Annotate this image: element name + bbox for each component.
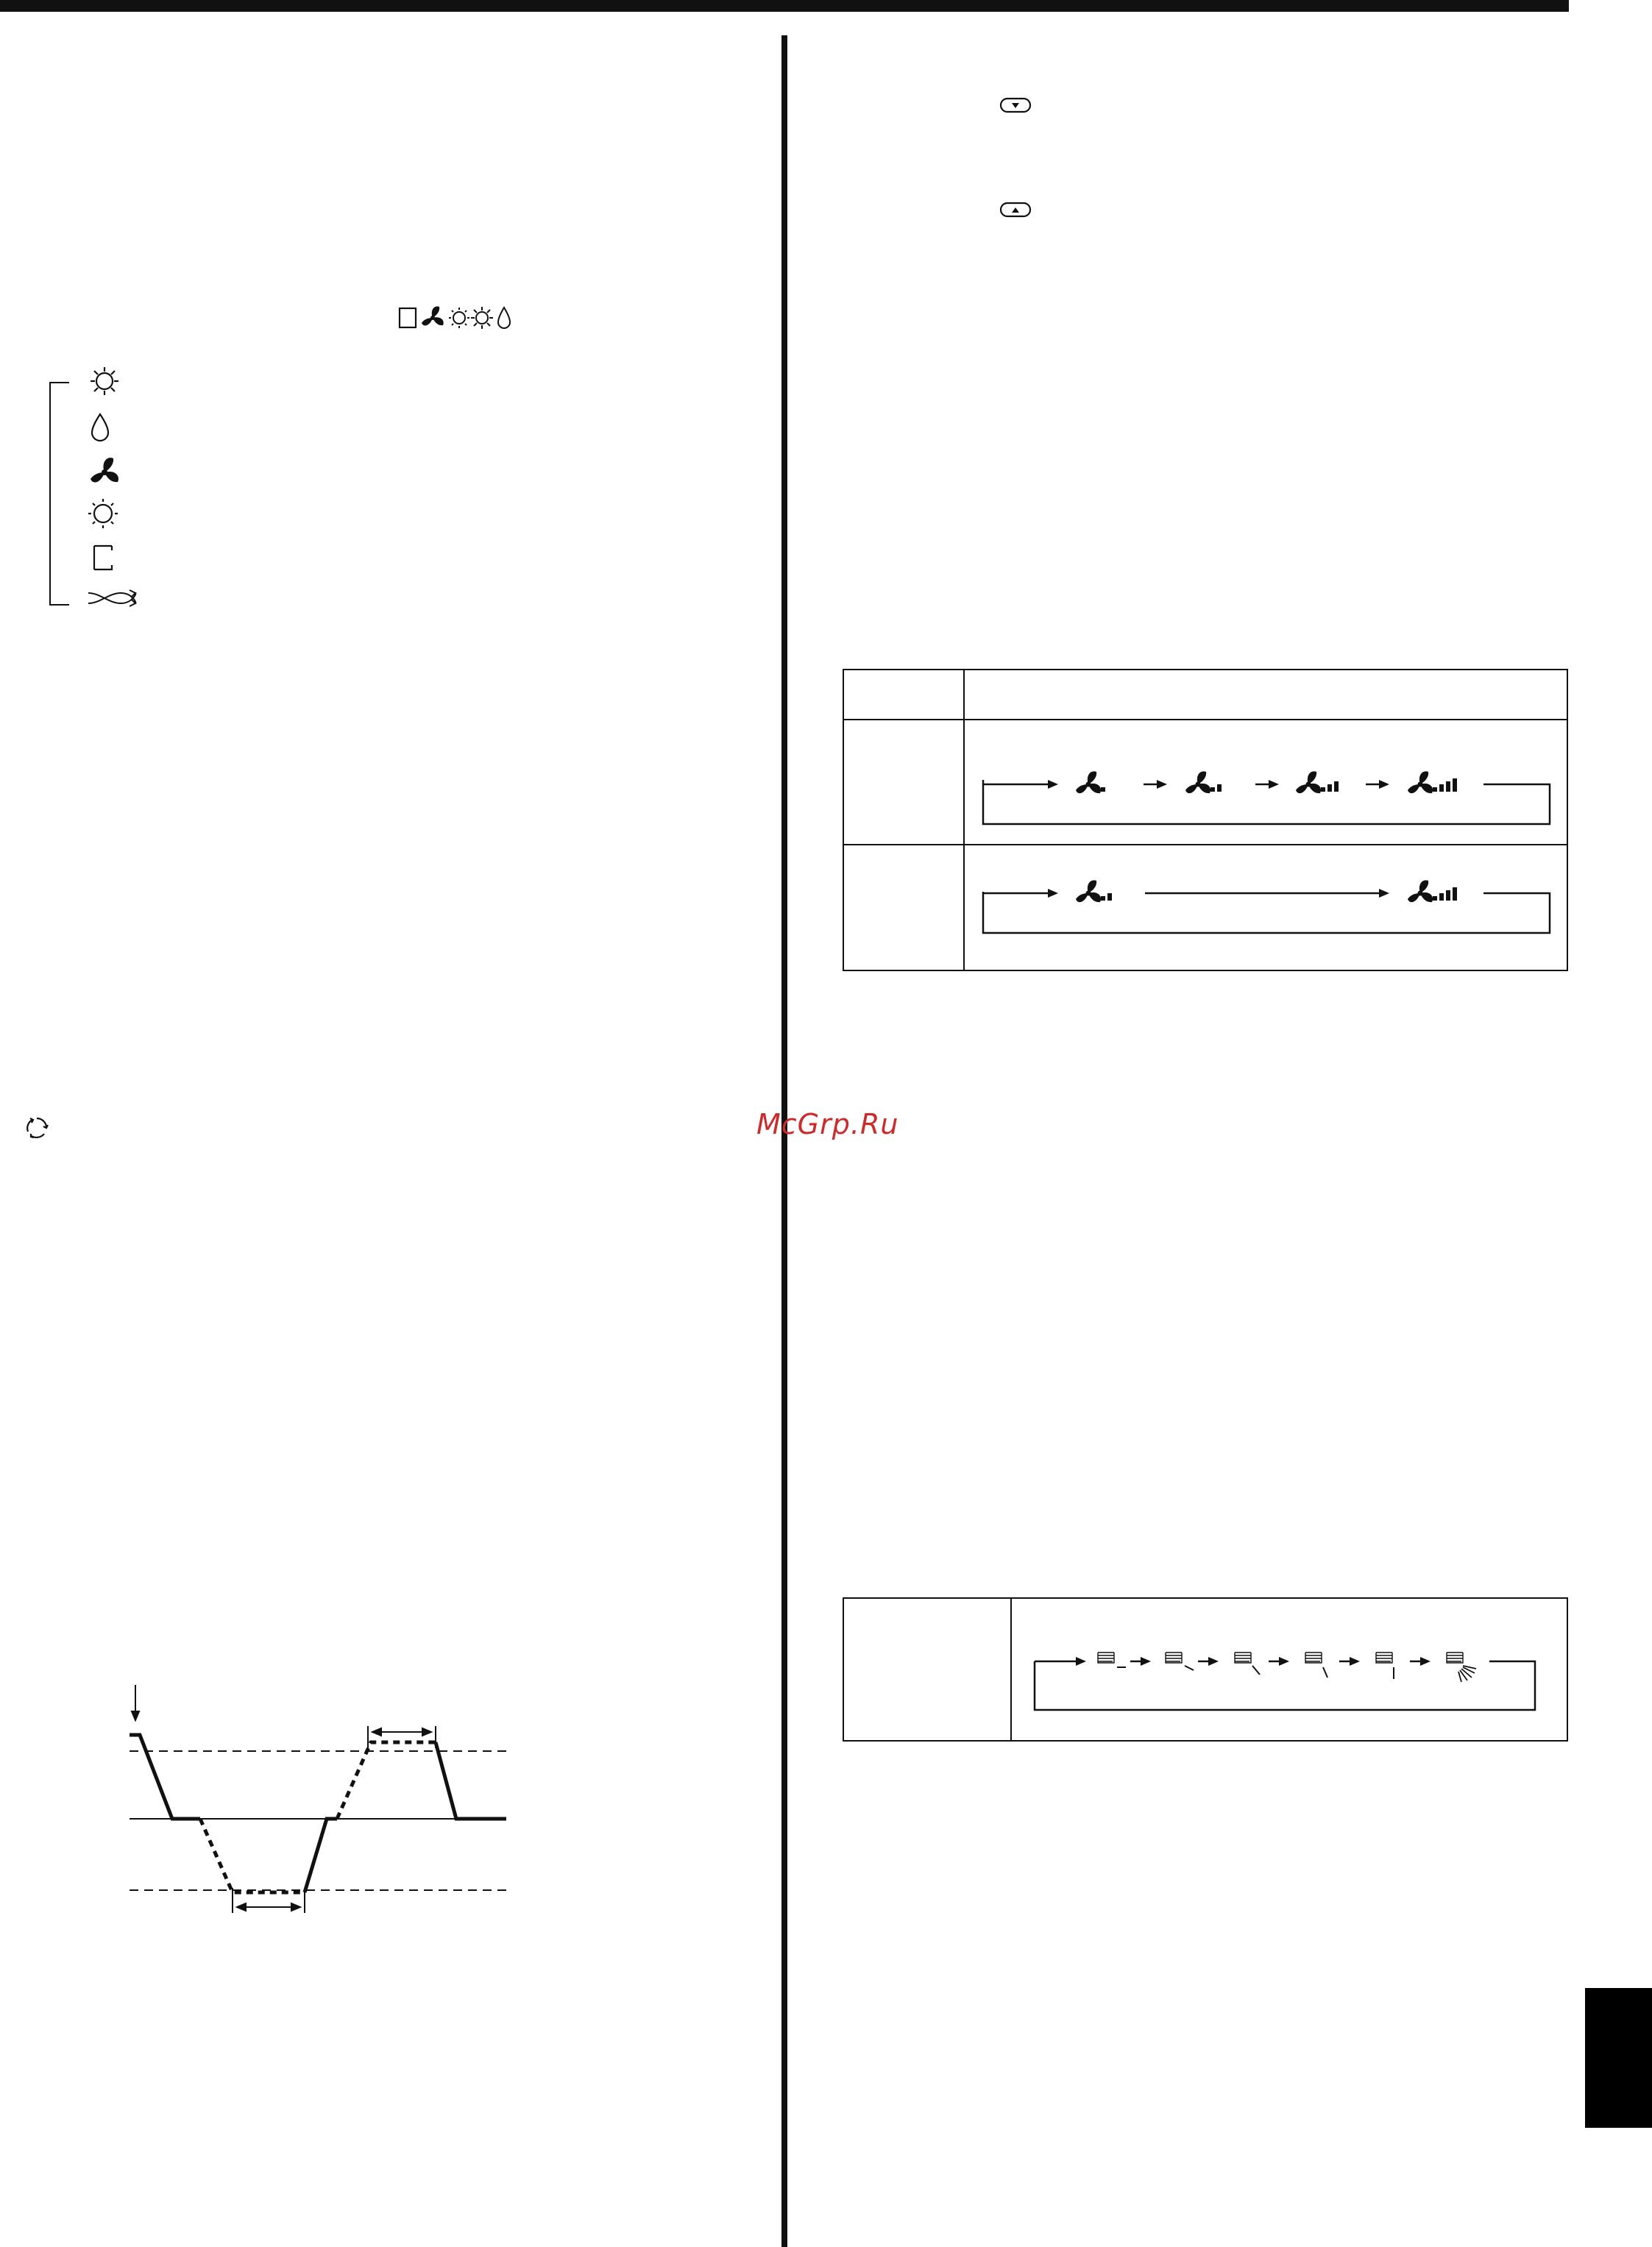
start-arrow xyxy=(132,1685,139,1720)
mode-icon-strip xyxy=(397,302,515,336)
fan-speed-1-icon xyxy=(1076,771,1105,793)
dashed-trace-up xyxy=(337,1742,436,1819)
temperature-time-chart xyxy=(118,1678,515,1928)
top-rule xyxy=(0,0,1569,12)
vane-pos-5-icon xyxy=(1376,1653,1394,1679)
vane-swing-icon xyxy=(1447,1653,1476,1682)
column-divider xyxy=(781,35,787,2247)
drop-icon xyxy=(92,414,108,441)
swap-arrows-icon xyxy=(88,590,135,606)
vane-pos-3-icon xyxy=(1235,1653,1260,1675)
sun-icon xyxy=(449,308,469,328)
solid-trace xyxy=(130,1735,200,1819)
down-arrow-button-icon xyxy=(999,96,1033,115)
fan-speed-2-icon xyxy=(1185,771,1222,793)
watermark: McGrp.Ru xyxy=(756,1108,899,1140)
upper-interval-dimension xyxy=(368,1726,436,1748)
solid-trace-rise xyxy=(305,1819,337,1892)
fan-speed-high-icon xyxy=(1408,880,1457,902)
stop-square-icon xyxy=(400,308,416,327)
up-arrow-button-icon xyxy=(999,200,1033,219)
fan-speed-4-icon xyxy=(1408,771,1457,793)
fan-icon xyxy=(91,458,118,482)
vane-pos-2-icon xyxy=(1166,1653,1194,1670)
fan-speed-cycle-2 xyxy=(983,880,1550,933)
auto-mode-icon xyxy=(471,307,493,329)
drop-icon xyxy=(498,308,510,328)
fan-icon xyxy=(422,306,444,325)
recycle-icon xyxy=(22,1114,52,1140)
solid-trace-end xyxy=(436,1742,506,1819)
vane-direction-table xyxy=(842,1597,1570,1744)
auto-mode-icon xyxy=(91,367,118,395)
stop-square-icon xyxy=(94,546,112,569)
dashed-trace-down xyxy=(200,1819,305,1892)
vane-pos-4-icon xyxy=(1305,1653,1327,1678)
section-tab xyxy=(1585,1988,1652,2128)
fan-speed-3-icon xyxy=(1296,771,1339,793)
fan-speed-table xyxy=(842,668,1570,973)
vane-pos-1-icon xyxy=(1098,1653,1126,1667)
fan-speed-cycle-4 xyxy=(983,771,1550,824)
mode-list-bracket xyxy=(44,375,74,611)
fan-speed-low-icon xyxy=(1076,880,1112,902)
sun-icon xyxy=(88,499,118,528)
mode-list-icons xyxy=(82,361,149,618)
